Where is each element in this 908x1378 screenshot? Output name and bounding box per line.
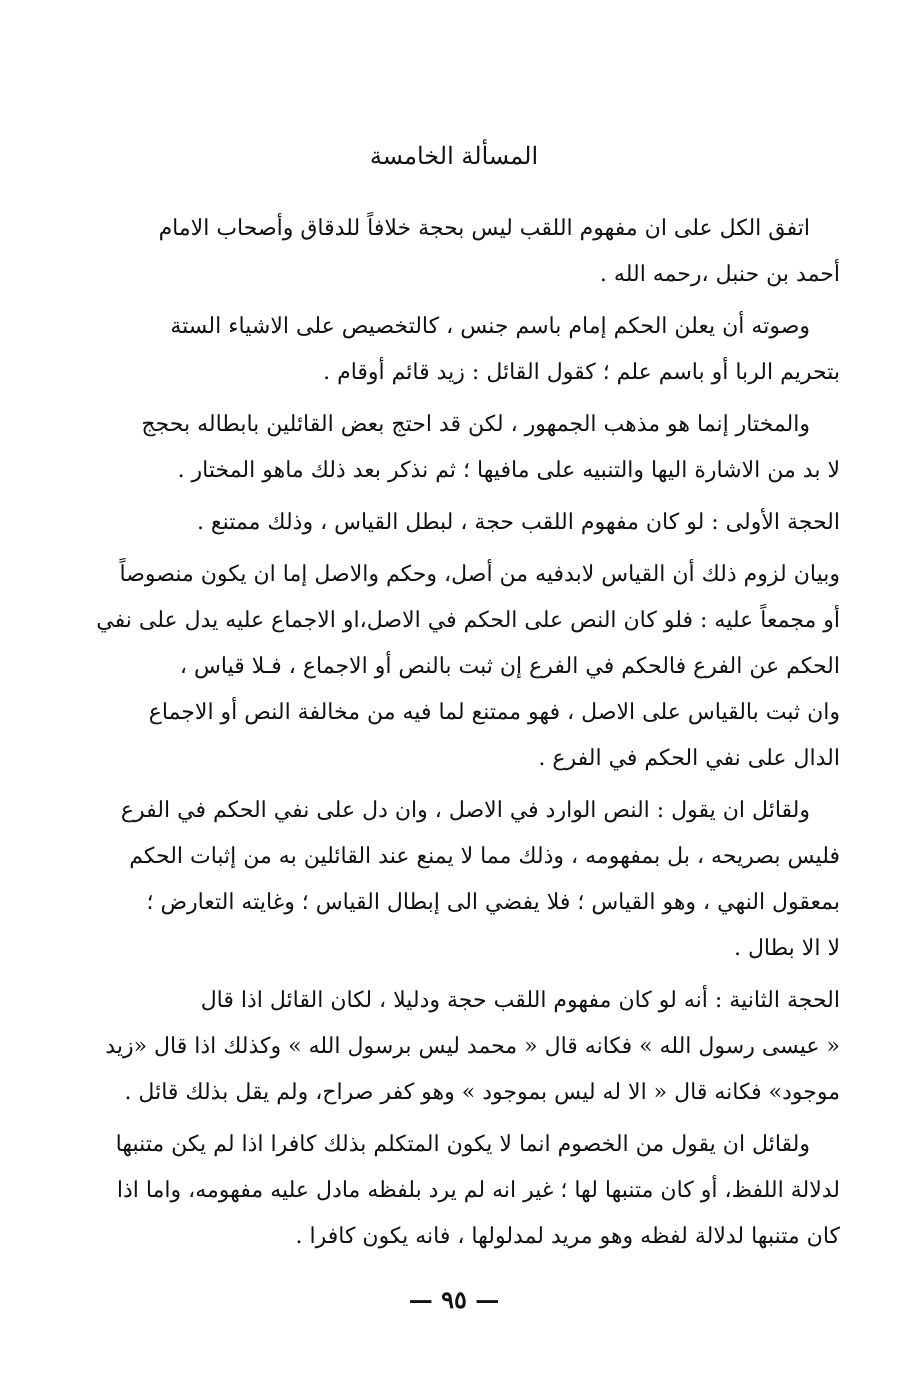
text-line: لا الا بطال .	[733, 936, 840, 961]
text-line: الحجة الثانية : أنه لو كان مفهوم اللقب حجة ودليلا ، لكان القائل اذا قال	[200, 988, 840, 1013]
body-text	[68, 206, 840, 1266]
text-line: لا بد من الاشارة اليها والتنبيه على مافيها ؛ ثم نذكر بعد ذلك ماهو المختار .	[177, 458, 840, 483]
paragraph	[68, 206, 840, 298]
text-line: بمعقول النهي ، وهو القياس ؛ فلا يفضي الى إبطال القياس ؛ وغايته التعارض ؛	[146, 890, 840, 915]
text-line: كان متنبها لدلالة لفظه وهو مريد لمدلولها ، فانه يكون كافرا .	[295, 1224, 840, 1249]
paragraph	[68, 978, 840, 1116]
paragraph	[68, 500, 840, 546]
text-line: ولقائل ان يقول من الخصوم انما لا يكون المتكلم بذلك كافرا اذا لم يكن متنبها	[115, 1132, 810, 1157]
text-line: الدال على نفي الحكم في الفرع .	[538, 746, 840, 771]
paragraph	[68, 304, 840, 396]
text-line: والمختار إنما هو مذهب الجمهور ، لكن قد احتج بعض القائلين بابطاله بحجج	[141, 412, 810, 437]
text-line: وبيان لزوم ذلك أن القياس لابدفيه من أصل، وحكم والاصل إما ان يكون منصوصاً	[119, 562, 840, 587]
text-line: موجود» فكانه قال « الا له ليس بموجود » وهو كفر صراح، ولم يقل بذلك قائل .	[124, 1080, 840, 1105]
text-line: وصوته أن يعلن الحكم إمام باسم جنس ، كالتخصيص على الاشياء الستة	[170, 314, 810, 339]
paragraph	[68, 1122, 840, 1260]
text-line: بتحريم الربا أو باسم علم ؛ كقول القائل : زيد قائم أوقام .	[323, 360, 840, 385]
text-line: لدلالة اللفظ، أو كان متنبها لها ؛ غير انه لم يرد بلفظه مادل عليه مفهومه، واما اذا	[116, 1178, 840, 1203]
paragraph	[68, 552, 840, 782]
paragraph	[68, 402, 840, 494]
chapter-heading: المسألة الخامسة	[369, 142, 539, 170]
text-line: ولقائل ان يقول : النص الوارد في الاصل ، وان دل على نفي الحكم في الفرع	[120, 798, 810, 823]
paragraph	[68, 788, 840, 972]
page-number: — ٩٥ —	[408, 1285, 500, 1314]
text-line: اتفق الكل على ان مفهوم اللقب ليس بحجة خلافاً للدقاق وأصحاب الامام	[158, 216, 810, 241]
text-line: وان ثبت بالقياس على الاصل ، فهو ممتنع لما فيه من مخالفة النص أو الاجماع	[148, 700, 840, 725]
text-line: « عيسى رسول الله » فكانه قال « محمد ليس برسول الله » وكذلك اذا قال «زيد	[105, 1034, 840, 1059]
text-line: فليس بصريحه ، بل بمفهومه ، وذلك مما لا يمنع عند القائلين به من إثبات الحكم	[129, 844, 840, 869]
text-line: أحمد بن حنبل ،رحمه الله .	[599, 262, 840, 287]
text-line: الحجة الأولى : لو كان مفهوم اللقب حجة ، لبطل القياس ، وذلك ممتنع .	[196, 510, 840, 535]
text-line: الحكم عن الفرع فالحكم في الفرع إن ثبت بالنص أو الاجماع ، فـلا قياس ،	[179, 654, 840, 679]
text-line: أو مجمعاً عليه : فلو كان النص على الحكم في الاصل،او الاجماع عليه يدل على نفي	[96, 608, 840, 633]
